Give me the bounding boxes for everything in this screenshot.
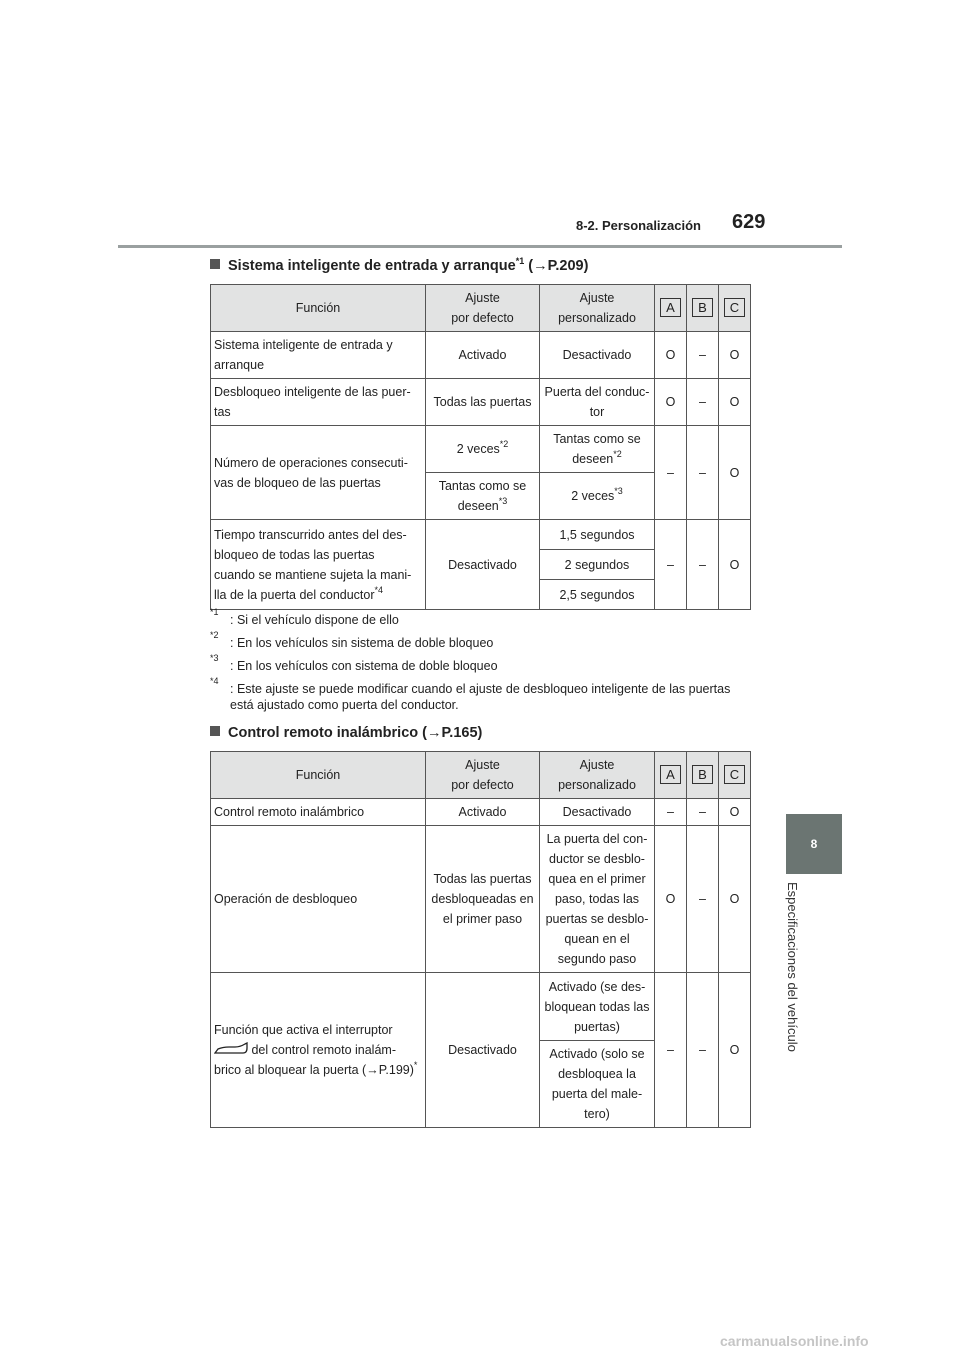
col-a: A <box>655 752 687 799</box>
cell-function: Número de operaciones consecuti- vas de bloqueo de las puertas <box>211 426 426 520</box>
col-default: Ajuste por defecto <box>426 285 540 332</box>
arrow-icon: → <box>427 725 442 741</box>
ref-open: ( <box>524 258 534 274</box>
cell-custom: 2 veces$^{*3}$ <box>540 473 655 520</box>
col-funcion: Función <box>211 285 426 332</box>
cell-custom: Activado (solo se desbloquea la puerta del male- tero) <box>540 1041 655 1128</box>
cell-c: O <box>719 826 751 973</box>
footnote: *1 : Si el vehículo dispone de ello <box>210 607 399 627</box>
col-a: A <box>655 285 687 332</box>
section-header: 8-2. Personalización <box>576 218 701 233</box>
header-rule <box>118 245 842 248</box>
cell-c: O <box>719 379 751 426</box>
cell-default: 2 veces$^{*2}$ <box>426 426 540 473</box>
col-c: C <box>719 752 751 799</box>
cell-default: Desactivado <box>426 973 540 1128</box>
bullet-square-icon <box>210 726 220 736</box>
table-header-row <box>211 752 751 799</box>
page-ref: P.165) <box>441 725 483 741</box>
table-row <box>211 799 751 826</box>
footnote: *2 : En los vehículos sin sistema de doble bloqueo <box>210 630 494 650</box>
table-smart-entry <box>210 284 751 610</box>
col-custom: Ajuste personalizado <box>540 752 655 799</box>
car-lock-icon <box>214 1042 248 1056</box>
cell-function: Sistema inteligente de entrada y arranque <box>211 332 426 379</box>
cell-b: – <box>687 799 719 826</box>
cell-a: – <box>655 799 687 826</box>
cell-b: – <box>687 826 719 973</box>
cell-default: Activado <box>426 332 540 379</box>
table-row <box>211 520 751 550</box>
cell-default: Todas las puertas <box>426 379 540 426</box>
cell-custom: Tantas como se deseen$^{*2}$ <box>540 426 655 473</box>
col-funcion: Función <box>211 752 426 799</box>
cell-custom: 2 segundos <box>540 550 655 580</box>
cell-a: O <box>655 826 687 973</box>
cell-b: – <box>687 973 719 1128</box>
cell-custom: Activado (se des- bloquean todas las puertas) <box>540 973 655 1041</box>
arrow-icon: → <box>533 258 548 274</box>
chapter-tab <box>786 814 842 874</box>
col-c: C <box>719 285 751 332</box>
cell-a: O <box>655 379 687 426</box>
cell-a: – <box>655 426 687 520</box>
cell-function: Desbloqueo inteligente de las puer- tas <box>211 379 426 426</box>
watermark: carmanualsonline.info <box>720 1333 869 1349</box>
col-custom: Ajuste personalizado <box>540 285 655 332</box>
footnote: *3 : En los vehículos con sistema de doble bloqueo <box>210 653 498 673</box>
footnote-ref: *1 <box>515 256 525 266</box>
table-remote <box>210 751 751 1128</box>
col-default: Ajuste por defecto <box>426 752 540 799</box>
page-ref: P.209) <box>547 258 589 274</box>
cell-b: – <box>687 379 719 426</box>
cell-custom: 2,5 segundos <box>540 580 655 610</box>
chapter-title: Especificaciones del vehículo <box>785 882 800 1052</box>
cell-c: O <box>719 426 751 520</box>
cell-function: Función que activa el interruptor del control remoto inalám- brico al bloquear la puerta (→P.199)* <box>211 973 426 1128</box>
section-title-text: Sistema inteligente de entrada y arranque <box>228 258 516 274</box>
cell-default: Todas las puertas desbloqueadas en el primer paso <box>426 826 540 973</box>
table-row <box>211 826 751 973</box>
cell-c: O <box>719 799 751 826</box>
col-b: B <box>687 285 719 332</box>
cell-c: O <box>719 520 751 610</box>
cell-c: O <box>719 332 751 379</box>
section-title-remote <box>210 725 482 741</box>
cell-default: Activado <box>426 799 540 826</box>
table-row <box>211 379 751 426</box>
cell-custom: Desactivado <box>540 332 655 379</box>
ref-open: ( <box>418 725 427 741</box>
section-title-text: Control remoto inalámbrico <box>228 725 419 741</box>
col-b: B <box>687 752 719 799</box>
bullet-square-icon <box>210 259 220 269</box>
cell-default: Desactivado <box>426 520 540 610</box>
cell-a: – <box>655 973 687 1128</box>
cell-custom: La puerta del con- ductor se desblo- quea en el primer paso, todas las puertas se desblo- quean en el segundo paso <box>540 826 655 973</box>
table-row <box>211 426 751 473</box>
cell-function: Tiempo transcurrido antes del des- bloqueo de todas las puertas cuando se mantiene sujeta la mani- lla de la puerta del conductor$^{*4}$ <box>211 520 426 610</box>
cell-custom: Puerta del conduc- tor <box>540 379 655 426</box>
chapter-number: 8 <box>810 837 818 851</box>
cell-b: – <box>687 332 719 379</box>
cell-b: – <box>687 520 719 610</box>
cell-custom: 1,5 segundos <box>540 520 655 550</box>
cell-a: O <box>655 332 687 379</box>
cell-default: Tantas como se deseen$^{*3}$ <box>426 473 540 520</box>
table-row <box>211 973 751 1041</box>
cell-function: Control remoto inalámbrico <box>211 799 426 826</box>
cell-b: – <box>687 426 719 520</box>
cell-function: Operación de desbloqueo <box>211 826 426 973</box>
footnote: *4 : Este ajuste se puede modificar cuando el ajuste de desbloqueo inteligente de las puertas está ajustado como puerta del conductor. <box>210 676 731 712</box>
cell-custom: Desactivado <box>540 799 655 826</box>
section-title-smart-entry <box>210 258 588 274</box>
footnotes <box>210 607 750 720</box>
page-number: 629 <box>732 211 766 233</box>
table-header-row <box>211 285 751 332</box>
table-row <box>211 332 751 379</box>
cell-a: – <box>655 520 687 610</box>
cell-c: O <box>719 973 751 1128</box>
